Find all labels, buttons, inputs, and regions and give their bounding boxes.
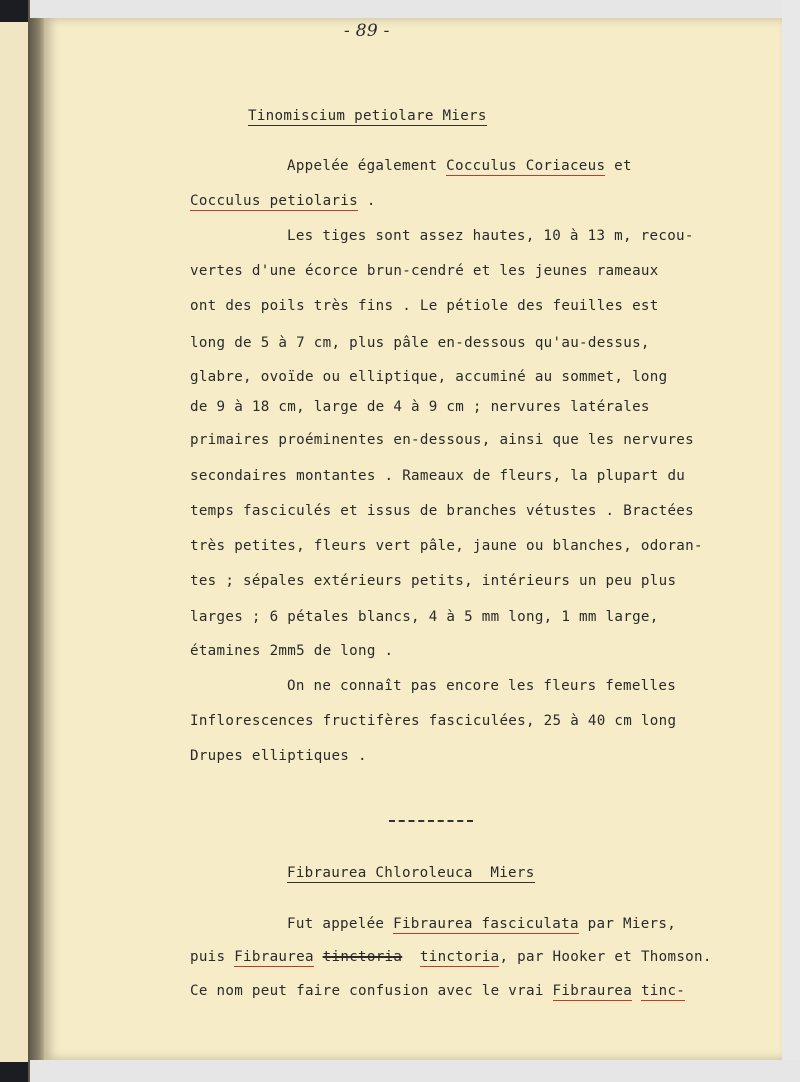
- body-line: ont des poils très fins . Le pétiole des feuilles est: [190, 298, 659, 314]
- synonym-tinctoria: tinctoria: [419, 949, 500, 965]
- fibraurea-line-1: [287, 915, 676, 933]
- page-number: - 89 -: [344, 21, 390, 41]
- section-title-fibraurea: [287, 864, 535, 882]
- body-line: de 9 à 18 cm, large de 4 à 9 cm ; nervures latérales: [190, 399, 650, 415]
- synonym-fibraurea-fasciculata: Fibraurea fasciculata: [393, 916, 579, 932]
- body-line: secondaires montantes . Rameaux de fleurs, la plupart du: [190, 468, 686, 484]
- scan-background-bottom: [30, 1060, 800, 1082]
- line-prefix: Ce nom peut faire confusion avec le vrai: [190, 983, 553, 999]
- line-suffix: , par Hooker et Thomson.: [499, 949, 712, 965]
- facing-page-edge: [0, 22, 29, 1062]
- synonym-cocculus-coriaceus: Cocculus Coriaceus: [446, 158, 606, 174]
- body-line: On ne connaît pas encore les fleurs femelles: [287, 678, 677, 694]
- document-page: [44, 18, 782, 1060]
- line-suffix: par Miers,: [578, 916, 677, 932]
- body-line: Drupes elliptiques .: [190, 748, 367, 764]
- aka-mid: et: [605, 158, 632, 174]
- body-line: larges ; 6 pétales blancs, 4 à 5 mm long, 1 mm large,: [190, 609, 659, 625]
- body-line: temps fasciculés et issus de branches vétustes . Bractées: [190, 503, 694, 519]
- body-line: vertes d'une écorce brun-cendré et les jeunes rameaux: [190, 263, 659, 279]
- genus-fibraurea: Fibraurea: [552, 983, 633, 999]
- section-title-text: Fibraurea Chloroleuca Miers: [287, 865, 535, 881]
- body-line: Les tiges sont assez hautes, 10 à 13 m, recou-: [287, 228, 694, 244]
- aka-prefix: Appelée également: [287, 158, 447, 174]
- synonym-fibraurea: Fibraurea: [234, 949, 314, 965]
- section-separator: [389, 820, 473, 822]
- section-title-text: Tinomiscium petiolare Miers: [248, 108, 487, 124]
- body-line: glabre, ovoïde ou elliptique, accuminé au sommet, long: [190, 369, 668, 385]
- line-prefix: puis: [190, 949, 235, 965]
- body-line: étamines 2mm5 de long .: [190, 643, 394, 659]
- fibraurea-line-2: [190, 948, 712, 966]
- body-line: primaires proéminentes en-dessous, ainsi que les nervures: [190, 432, 694, 448]
- body-line: long de 5 à 7 cm, plus pâle en-dessous qu'au-dessus,: [190, 335, 650, 351]
- aka-line-1: [287, 157, 632, 175]
- body-line: tes ; sépales extérieurs petits, intérieurs un peu plus: [190, 573, 677, 589]
- aka-line-2: [190, 192, 376, 210]
- synonym-cocculus-petiolaris: Cocculus petiolaris: [190, 193, 358, 209]
- body-line: très petites, fleurs vert pâle, jaune ou blanches, odoran-: [190, 538, 703, 554]
- line-end-hyphen: tinc-: [640, 983, 686, 999]
- scan-background-top: [30, 0, 800, 18]
- scan-background-right: [782, 0, 800, 1082]
- fibraurea-line-3: [190, 982, 685, 1000]
- section-title-tinomiscium: [248, 107, 487, 125]
- struck-word: tinctoria: [322, 949, 403, 965]
- body-line: Inflorescences fructifères fasciculées, 25 à 40 cm long: [190, 713, 677, 729]
- aka-end: .: [358, 193, 376, 209]
- line-prefix: Fut appelée: [287, 916, 394, 932]
